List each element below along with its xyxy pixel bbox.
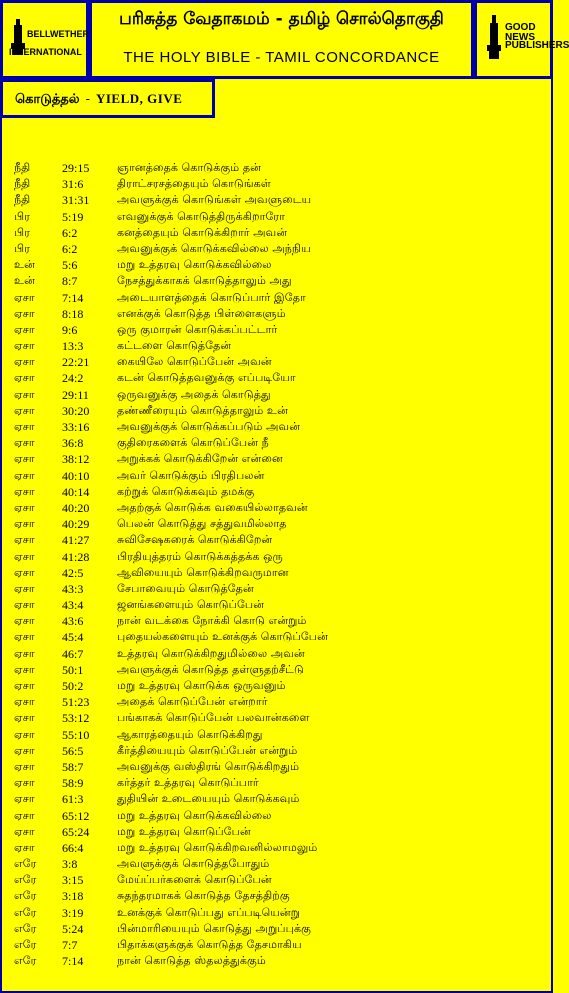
entry-book: ஏசா (14, 646, 35, 660)
logo-line2: INTERNATIONAL (9, 47, 82, 57)
entry-book: ஏசா (14, 565, 35, 579)
entry-text: கர்த்தர் உத்தரவு கொடுப்பார் (117, 776, 259, 790)
entry-text: கட்டளை கொடுத்தேன் (117, 339, 232, 353)
entry-text: அவர் கொடுக்கும் பிரதிபலன் (117, 468, 265, 482)
entry-reference: 41:28 (62, 549, 90, 564)
entry-book: எரே (14, 921, 37, 935)
entry-text: ஜனங்களையும் கொடுப்பேன் (117, 598, 265, 612)
entry-reference: 9:6 (62, 322, 78, 337)
entry-reference: 40:20 (62, 500, 90, 515)
entry-book: ஏசா (14, 662, 35, 676)
entry-reference: 3:8 (62, 857, 78, 872)
entry-book: ஏசா (14, 306, 35, 320)
entry-text: சுதந்தரமாகக் கொடுத்த தேசத்திற்கு (117, 889, 290, 903)
entry-text: ஞானத்தைக் கொடுக்கும் தன் (117, 161, 262, 174)
entry-reference: 41:27 (62, 533, 90, 548)
entry-reference: 8:18 (62, 306, 84, 321)
entry-text: பிரதியுத்தரம் கொடுக்கத்தக்க ஒரு (117, 549, 283, 563)
entry-book: ஏசா (14, 420, 35, 433)
entry-reference: 61:3 (62, 792, 84, 807)
entry-reference: 6:2 (62, 241, 78, 256)
entry-text: மறு உத்தரவு கொடுக்கவில்லை (117, 808, 272, 822)
entry-book: பிர (14, 241, 30, 255)
entry-reference: 29:11 (62, 387, 89, 402)
entry-reference: 3:18 (62, 889, 84, 904)
entry-book: பிர (14, 225, 30, 239)
entry-book: ஏசா (14, 581, 35, 595)
entry-book: ஏசா (14, 500, 35, 514)
entry-reference: 31:6 (62, 177, 84, 192)
entry-text: நான் கொடுத்த ஸ்தலத்துக்கும் (117, 954, 266, 968)
entry-reference: 22:21 (62, 355, 90, 370)
entry-text: மேய்ப்பர்களைக் கொடுப்பேன் (117, 873, 272, 887)
title-tamil: பரிசுத்த வேதாகமம் - தமிழ் சொல்தொகுதி (119, 9, 444, 29)
entry-reference: 8:7 (62, 274, 78, 289)
entry-reference: 66:4 (62, 840, 84, 855)
logo-line1: GOOD NEWS (505, 22, 536, 43)
entry-text: உனக்குக் கொடுப்பது எப்படியென்று (117, 905, 301, 919)
entry-book: ஏசா (14, 484, 35, 498)
entry-reference: 53:12 (62, 711, 90, 726)
logo-line2: PUBLISHERS (505, 40, 569, 51)
headword (15, 91, 182, 108)
entry-text: அவளுக்குக் கொடுங்கள் அவளுடைய (117, 193, 312, 207)
entry-text: மறு உத்தரவு கொடுப்பேன் (117, 824, 251, 838)
entry-book: எரே (14, 889, 37, 903)
entry-text: கனத்தையும் கொடுக்கிறார் அவன் (117, 225, 288, 239)
entry-reference: 56:5 (62, 743, 84, 758)
entry-reference: 40:14 (62, 484, 90, 499)
entry-book: ஏசா (14, 808, 35, 822)
entry-reference: 65:24 (62, 824, 90, 839)
entry-text: சேபாவையும் கொடுத்தேன் (117, 581, 254, 595)
entry-book: ஏசா (14, 598, 35, 612)
entry-reference: 30:20 (62, 403, 90, 418)
entry-book: ஏசா (14, 468, 35, 482)
entry-book: உன் (14, 258, 35, 272)
entry-book: பிர (14, 209, 30, 223)
entry-reference: 5:19 (62, 209, 84, 224)
entry-text: அதற்குக் கொடுக்க வகையில்லாதவன் (117, 500, 308, 514)
entry-reference: 55:10 (62, 727, 90, 742)
entry-text: பிதாக்களுக்குக் கொடுத்த தேசமாகிய (117, 938, 302, 951)
entry-reference: 36:8 (62, 436, 84, 451)
entry-book: ஏசா (14, 517, 35, 531)
entry-reference: 31:31 (62, 193, 90, 208)
entry-book: ஏசா (14, 339, 35, 353)
entry-book: ஏசா (14, 727, 35, 741)
entry-book: ஏசா (14, 290, 35, 304)
entry-text: சுவிசேஷகரைக் கொடுக்கிறேன் (117, 533, 273, 547)
entry-book: நீதி (14, 193, 31, 207)
entry-book: ஏசா (14, 614, 35, 628)
entry-reference: 5:24 (62, 921, 84, 936)
entry-text: எவனுக்குக் கொடுத்திருக்கிறாரோ (117, 209, 286, 223)
entry-reference: 6:2 (62, 225, 78, 240)
entry-book: ஏசா (14, 759, 35, 773)
entry-book: ஏசா (14, 711, 35, 725)
entry-book: ஏசா (14, 403, 35, 417)
entry-text: நேசத்துக்காகக் கொடுத்தாலும் அது (117, 274, 292, 288)
entry-book: ஏசா (14, 387, 35, 401)
entry-reference: 45:4 (62, 630, 84, 645)
logo-line1: BELLWETHER (27, 29, 89, 39)
entry-text: கையிலே கொடுப்பேன் அவன் (117, 355, 272, 369)
entry-book: ஏசா (14, 322, 35, 336)
entry-book: ஏசா (14, 436, 35, 450)
entry-book: ஏசா (14, 549, 35, 563)
entry-book: ஏசா (14, 630, 35, 644)
entry-reference: 43:4 (62, 598, 84, 613)
entry-text: புதையல்களையும் உனக்குக் கொடுப்பேன் (117, 630, 328, 644)
entry-book: எரே (14, 938, 37, 951)
entry-reference: 13:3 (62, 339, 84, 354)
entry-reference: 24:2 (62, 371, 84, 386)
entry-book: ஏசா (14, 533, 35, 547)
entry-book: ஏசா (14, 824, 35, 838)
entry-reference: 58:7 (62, 759, 84, 774)
entry-text: அவளுக்குக் கொடுத்த தள்ளுதற்சீட்டு (117, 662, 304, 676)
entry-text: அடையாளத்தைக் கொடுப்பார் இதோ (117, 290, 306, 304)
entry-reference: 43:6 (62, 614, 84, 629)
entry-book: எரே (14, 954, 37, 968)
entry-reference: 38:12 (62, 452, 90, 467)
entry-text: அதைக் கொடுப்பேன் என்றார் (117, 695, 268, 709)
entry-reference: 7:14 (62, 954, 84, 969)
entry-reference: 42:5 (62, 565, 84, 580)
entry-reference: 33:16 (62, 420, 90, 434)
entry-book: ஏசா (14, 679, 35, 692)
entry-book: எரே (14, 857, 37, 871)
entry-text: அவனுக்குக் கொடுக்கவில்லை அந்நிய (117, 241, 311, 255)
headword-tamil: கொடுத்தல் (15, 92, 80, 107)
entry-text: பங்காகக் கொடுப்பேன் பலவான்களை (117, 711, 310, 725)
entry-reference: 43:3 (62, 581, 84, 596)
entry-book: ஏசா (14, 695, 35, 709)
entry-text: மறு உத்தரவு கொடுக்க ஒருவனும் (117, 679, 286, 692)
entry-text: பின்மாரியையும் கொடுத்து அறுப்புக்கு (117, 921, 311, 935)
entry-text: குதிரைகளைக் கொடுப்பேன் நீ (117, 436, 269, 450)
bellwether-logo (0, 0, 89, 79)
entry-book: உன் (14, 274, 35, 288)
entry-text: நான் வடக்கை நோக்கி கொடு என்றும் (117, 614, 307, 628)
entry-reference: 50:1 (62, 662, 84, 677)
entry-book: எரே (14, 905, 37, 919)
entry-text: அவளுக்குக் கொடுத்தபோதும் (117, 857, 270, 871)
headword-box (0, 79, 215, 118)
lamp-icon (487, 15, 501, 59)
entry-text: உத்தரவு கொடுக்கிறதுமில்லை அவன் (117, 646, 305, 660)
entry-text: பெலன் கொடுத்து சத்துவமில்லாத (117, 517, 287, 531)
entry-reference: 5:6 (62, 258, 78, 273)
entry-reference: 3:19 (62, 905, 84, 920)
title-banner (89, 0, 474, 79)
entry-reference: 40:29 (62, 517, 90, 532)
entry-text: கற்றுக் கொடுக்கவும் தமக்கு (117, 484, 255, 498)
entry-reference: 40:10 (62, 468, 90, 483)
entry-book: நீதி (14, 161, 31, 174)
headword-english: YIELD, GIVE (95, 91, 183, 106)
entry-text: அறுக்கக் கொடுக்கிறேன் என்னை (117, 452, 283, 466)
entry-text: கடன் கொடுத்தவனுக்கு எப்படியோ (117, 371, 296, 385)
good-news-logo (474, 0, 569, 79)
entry-text: ஆவியையும் கொடுக்கிறவருமான (117, 565, 289, 579)
entry-text: ஒருவனுக்கு அதைக் கொடுத்து (117, 387, 271, 401)
entry-reference: 7:7 (62, 938, 78, 952)
entry-book: ஏசா (14, 452, 35, 466)
entry-book: ஏசா (14, 371, 35, 385)
entry-book: ஏசா (14, 840, 35, 854)
entry-reference: 46:7 (62, 646, 84, 661)
entry-reference: 51:23 (62, 695, 90, 710)
entry-text: தண்ணீரையும் கொடுத்தாலும் உன் (117, 403, 288, 417)
entry-reference: 58:9 (62, 776, 84, 791)
entry-text: துதியின் உடையையும் கொடுக்கவும் (117, 792, 300, 806)
entry-book: ஏசா (14, 743, 35, 757)
headword-separator: - (85, 92, 90, 107)
entry-book: எரே (14, 873, 37, 887)
entry-reference: 29:15 (62, 161, 90, 175)
entry-book: நீதி (14, 177, 31, 191)
entry-reference: 50:2 (62, 679, 84, 693)
entry-text: அவனுக்குக் கொடுக்கப்படும் அவன் (117, 420, 301, 433)
entry-text: கீர்த்தியையும் கொடுப்பேன் என்றும் (117, 743, 298, 757)
entry-book: ஏசா (14, 355, 35, 369)
entry-text: மறு உத்தரவு கொடுக்கிறவனில்லாமலும் (117, 840, 318, 854)
entry-text: ஒரு குமாரன் கொடுக்கப்பட்டார் (117, 322, 278, 336)
entry-text: அவனுக்கு வஸ்திரங் கொடுக்கிறதும் (117, 759, 300, 773)
entry-reference: 7:14 (62, 290, 84, 305)
entry-text: எனக்குக் கொடுத்த பிள்ளைகளும் (117, 306, 286, 320)
entry-book: ஏசா (14, 776, 35, 790)
entry-reference: 3:15 (62, 873, 84, 888)
entry-book: ஏசா (14, 792, 35, 806)
title-english: THE HOLY BIBLE - TAMIL CONCORDANCE (123, 49, 440, 66)
entry-reference: 65:12 (62, 808, 90, 823)
entry-text: மறு உத்தரவு கொடுக்கவில்லை (117, 258, 272, 272)
entry-text: திராட்சரசத்தையும் கொடுங்கள் (117, 177, 271, 191)
entry-text: ஆகாரத்தையும் கொடுக்கிறது (117, 727, 263, 741)
